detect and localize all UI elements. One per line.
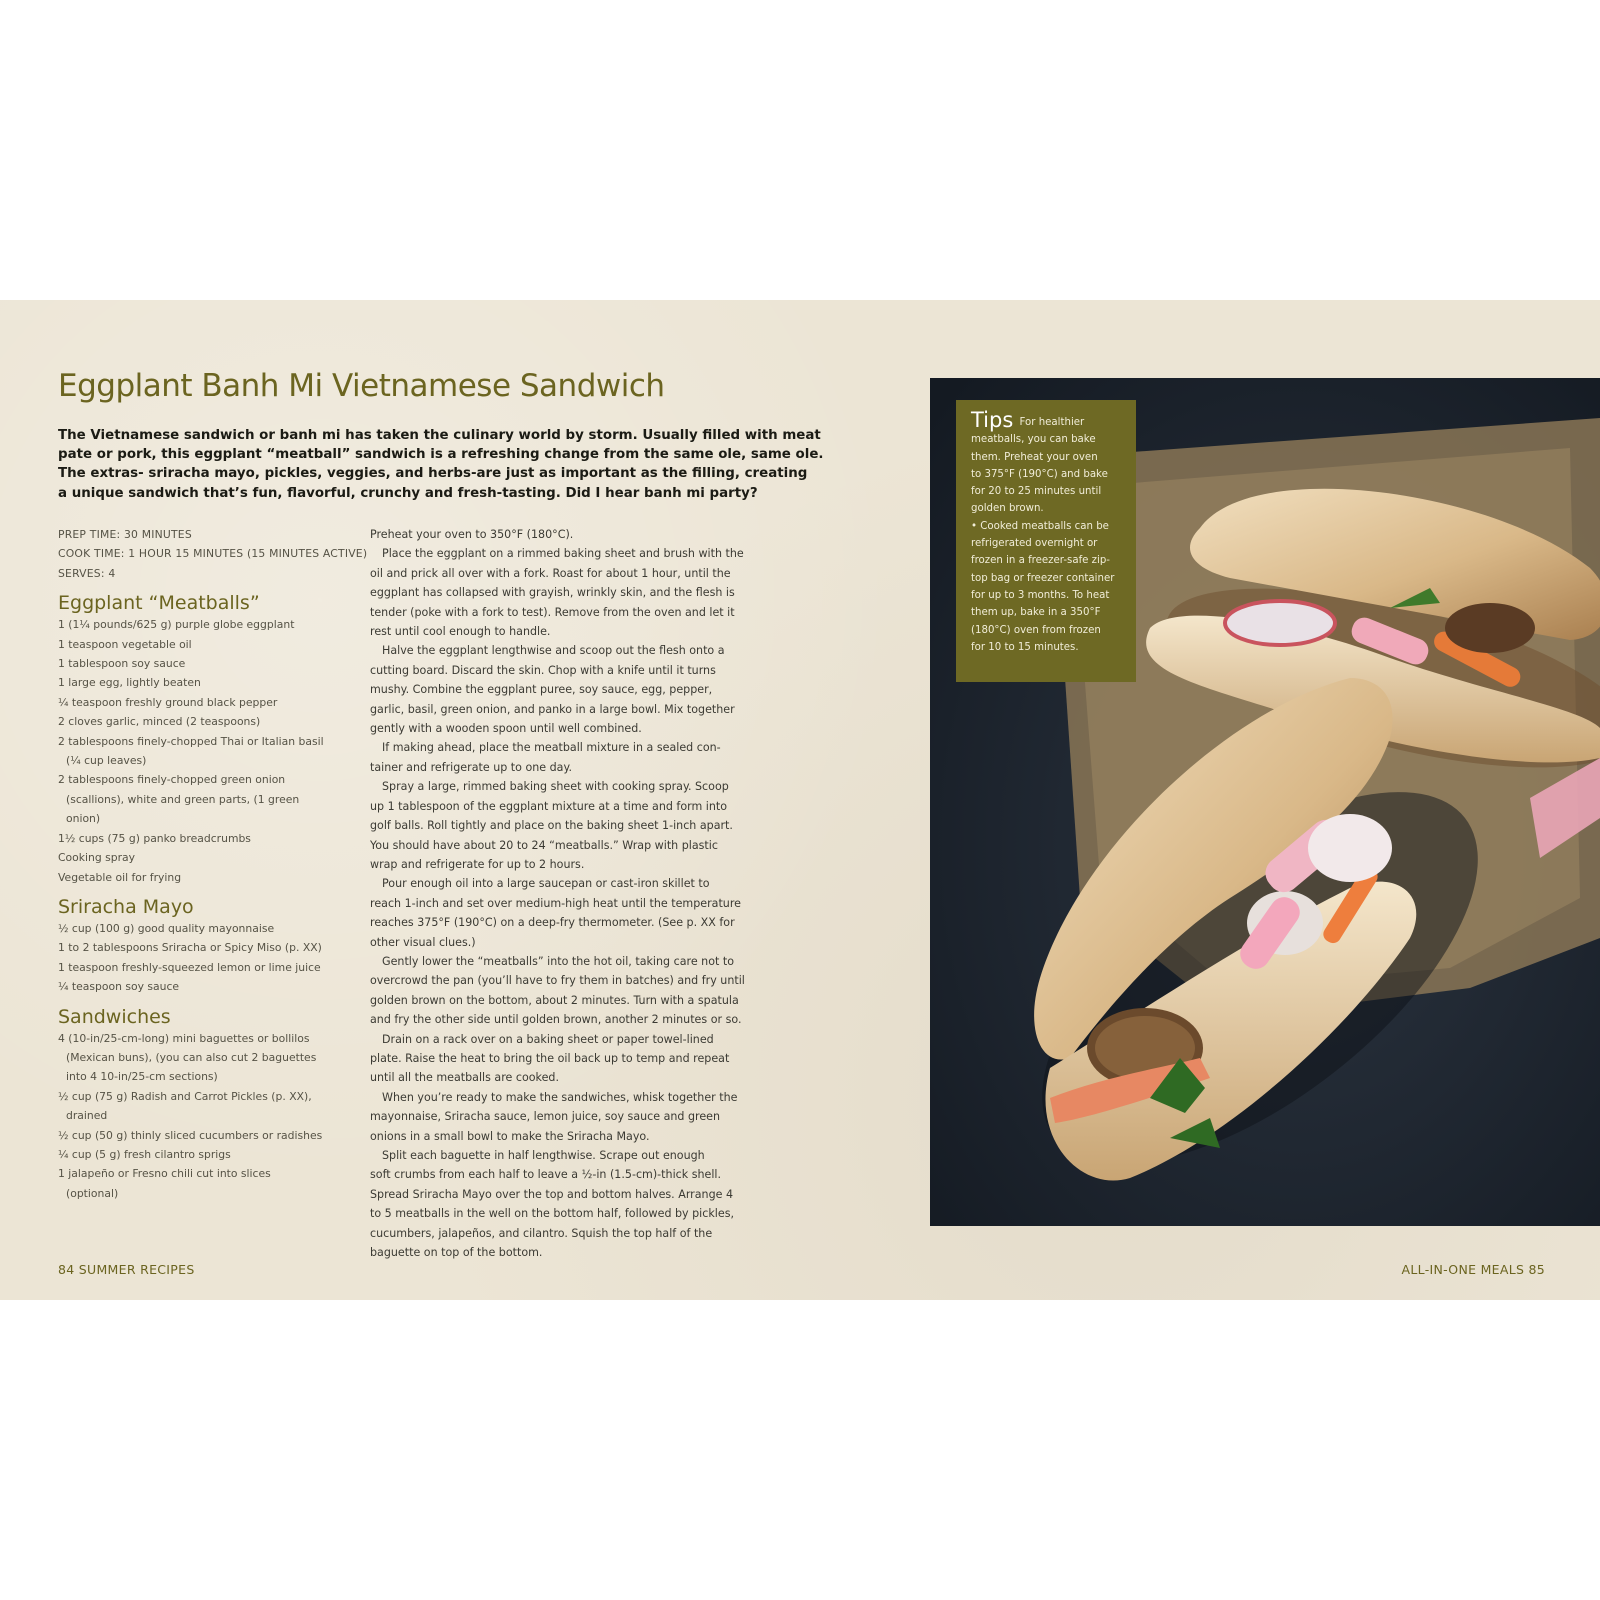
- ingredients-column: [58, 525, 368, 1203]
- method-line: Split each baguette in half lengthwise. Scrape out enough: [382, 1149, 705, 1162]
- ingredient-line: drained: [66, 1109, 108, 1123]
- method-line: reach 1-inch and set over medium-high heat until the temperature: [370, 896, 741, 910]
- method-line: mushy. Combine the eggplant puree, soy sauce, egg, pepper,: [370, 683, 713, 697]
- method-line: gently with a wooden spoon until well combined.: [370, 722, 642, 736]
- tips-line: for up to 3 months. To heat: [971, 589, 1110, 601]
- tips-line: refrigerated overnight or: [971, 538, 1098, 550]
- intro-line: The extras- sriracha mayo, pickles, veggies, and herbs-are just as important as the filling, creating: [58, 466, 808, 482]
- method-line: to 5 meatballs in the well on the bottom half, followed by pickles,: [370, 1207, 735, 1221]
- method-line: soft crumbs from each half to leave a ½-in (1.5-cm)-thick shell.: [370, 1168, 722, 1182]
- tips-line: for 10 to 15 minutes.: [971, 641, 1079, 653]
- ingredient-line: 1 tablespoon soy sauce: [58, 657, 186, 671]
- ingredient-line: Cooking spray: [58, 851, 136, 865]
- tips-line: For healthier: [1019, 417, 1085, 428]
- ingredient-line: ¼ teaspoon freshly ground black pepper: [58, 695, 278, 709]
- intro-line: pate or pork, this eggplant “meatball” sandwich is a refreshing change from the same ole, same ole.: [58, 447, 824, 463]
- method-line: eggplant has collapsed with grayish, wrinkly skin, and the flesh is: [370, 586, 735, 600]
- section-title-sriracha-mayo: Sriracha Mayo: [58, 895, 194, 918]
- method-line: Drain on a rack over on a baking sheet or paper towel-lined: [382, 1032, 714, 1046]
- tips-box: [956, 400, 1136, 682]
- method-line: Pour enough oil into a large saucepan or cast-iron skillet to: [382, 877, 710, 891]
- method-line: overcrowd the pan (you’ll have to fry them in batches) and fry until: [370, 974, 745, 988]
- tips-line: (180°C) oven from frozen: [971, 624, 1101, 636]
- method-line: Gently lower the “meatballs” into the hot oil, taking care not to: [382, 954, 735, 968]
- method-line: Preheat your oven to 350°F (180°C).: [370, 528, 574, 541]
- tips-line: meatballs, you can bake: [971, 434, 1096, 446]
- ingredient-line: ¼ cup (5 g) fresh cilantro sprigs: [58, 1147, 231, 1161]
- page-footer-left: 84 SUMMER RECIPES: [58, 1262, 195, 1277]
- method-column: [370, 525, 760, 1262]
- method-line: and fry the other side until golden brown, another 2 minutes or so.: [370, 1013, 742, 1027]
- ingredient-line: 2 tablespoons finely-chopped Thai or Italian basil: [58, 734, 324, 748]
- ingredient-line: into 4 10-in/25-cm sections): [66, 1070, 218, 1084]
- ingredient-line: 1 large egg, lightly beaten: [58, 676, 201, 690]
- page-footer-right: ALL-IN-ONE MEALS 85: [1401, 1262, 1545, 1277]
- prep-time: PREP TIME: 30 MINUTES: [58, 528, 192, 541]
- method-line: You should have about 20 to 24 “meatballs.” Wrap with plastic: [370, 838, 718, 852]
- method-line: Halve the eggplant lengthwise and scoop out the flesh onto a: [382, 644, 725, 658]
- book-spread: [0, 300, 1600, 1300]
- method-line: other visual clues.): [370, 935, 476, 949]
- ingredient-line: (Mexican buns), (you can also cut 2 baguettes: [66, 1050, 317, 1064]
- method-line: cucumbers, jalapeños, and cilantro. Squish the top half of the: [370, 1226, 713, 1240]
- tips-line: top bag or freezer container: [971, 572, 1115, 584]
- ingredient-line: ½ cup (100 g) good quality mayonnaise: [58, 921, 275, 935]
- serves: SERVES: 4: [58, 566, 116, 580]
- tips-line: for 20 to 25 minutes until: [971, 486, 1102, 498]
- method-line: up 1 tablespoon of the eggplant mixture at a time and form into: [370, 799, 728, 813]
- method-line: garlic, basil, green onion, and panko in a large bowl. Mix together: [370, 702, 735, 716]
- ingredient-line: 1½ cups (75 g) panko breadcrumbs: [58, 831, 251, 845]
- cook-time: COOK TIME: 1 HOUR 15 MINUTES (15 MINUTES ACTIVE): [58, 547, 368, 561]
- tips-heading: Tips: [971, 408, 1014, 432]
- method-line: golf balls. Roll tightly and place on the baking sheet 1-inch apart.: [370, 819, 733, 833]
- section-title-meatballs: Eggplant “Meatballs”: [58, 592, 260, 615]
- intro-line: The Vietnamese sandwich or banh mi has taken the culinary world by storm. Usually filled with meat: [58, 428, 821, 443]
- recipe-title: Eggplant Banh Mi Vietnamese Sandwich: [58, 368, 665, 404]
- tips-line: them. Preheat your oven: [971, 451, 1098, 463]
- method-line: baguette on top of the bottom.: [370, 1246, 543, 1260]
- intro-line: a unique sandwich that’s fun, flavorful, crunchy and fresh-tasting. Did I hear banh mi party?: [58, 485, 758, 501]
- method-line: golden brown on the bottom, about 2 minutes. Turn with a spatula: [370, 993, 739, 1007]
- recipe-intro: [58, 426, 824, 503]
- ingredient-line: ¼ teaspoon soy sauce: [58, 980, 180, 994]
- ingredient-line: onion): [66, 812, 101, 826]
- ingredient-line: (scallions), white and green parts, (1 green: [66, 792, 300, 806]
- ingredient-line: ½ cup (50 g) thinly sliced cucumbers or radishes: [58, 1128, 323, 1142]
- ingredient-line: Vegetable oil for frying: [58, 870, 182, 884]
- ingredient-line: 1 teaspoon vegetable oil: [58, 637, 192, 651]
- method-line: reaches 375°F (190°C) on a deep-fry thermometer. (See p. XX for: [370, 916, 735, 930]
- section-title-sandwiches: Sandwiches: [58, 1005, 171, 1028]
- method-line: plate. Raise the heat to bring the oil back up to temp and repeat: [370, 1051, 730, 1065]
- method-line: Place the eggplant on a rimmed baking sheet and brush with the: [382, 547, 744, 561]
- ingredient-line: (¼ cup leaves): [66, 754, 147, 768]
- method-line: wrap and refrigerate for up to 2 hours.: [370, 857, 585, 871]
- tips-line: golden brown.: [971, 503, 1044, 515]
- method-line: onions in a small bowl to make the Sriracha Mayo.: [370, 1129, 650, 1143]
- tips-line: • Cooked meatballs can be: [971, 520, 1109, 532]
- method-line: oil and prick all over with a fork. Roast for about 1 hour, until the: [370, 566, 731, 580]
- method-line: rest until cool enough to handle.: [370, 625, 551, 639]
- method-line: cutting board. Discard the skin. Chop with a knife until it turns: [370, 663, 716, 677]
- ingredient-line: (optional): [66, 1186, 119, 1200]
- ingredient-line: ½ cup (75 g) Radish and Carrot Pickles (p. XX),: [58, 1089, 312, 1103]
- tips-line: to 375°F (190°C) and bake: [971, 468, 1108, 480]
- method-line: tender (poke with a fork to test). Remove from the oven and let it: [370, 605, 735, 619]
- ingredient-line: 1 jalapeño or Fresno chili cut into slices: [58, 1167, 271, 1181]
- tips-line: them up, bake in a 350°F: [971, 607, 1101, 619]
- method-line: mayonnaise, Sriracha sauce, lemon juice, soy sauce and green: [370, 1110, 721, 1124]
- ingredient-line: 4 (10-in/25-cm-long) mini baguettes or bollilos: [58, 1031, 310, 1045]
- method-line: If making ahead, place the meatball mixture in a sealed con-: [382, 741, 721, 755]
- method-line: When you’re ready to make the sandwiches, whisk together the: [382, 1090, 738, 1104]
- ingredient-line: 1 (1¼ pounds/625 g) purple globe eggplant: [58, 618, 295, 632]
- tips-line: frozen in a freezer-safe zip-: [971, 555, 1110, 567]
- ingredient-line: 2 cloves garlic, minced (2 teaspoons): [58, 715, 261, 729]
- ingredient-line: 1 teaspoon freshly-squeezed lemon or lime juice: [58, 960, 321, 974]
- recipe-meta: [58, 525, 368, 583]
- method-line: Spray a large, rimmed baking sheet with cooking spray. Scoop: [382, 780, 729, 794]
- method-line: tainer and refrigerate up to one day.: [370, 760, 572, 774]
- ingredient-line: 1 to 2 tablespoons Sriracha or Spicy Miso (p. XX): [58, 941, 322, 955]
- method-line: until all the meatballs are cooked.: [370, 1071, 559, 1085]
- method-line: Spread Sriracha Mayo over the top and bottom halves. Arrange 4: [370, 1187, 734, 1201]
- tips-line: [971, 408, 1124, 432]
- ingredient-line: 2 tablespoons finely-chopped green onion: [58, 773, 286, 787]
